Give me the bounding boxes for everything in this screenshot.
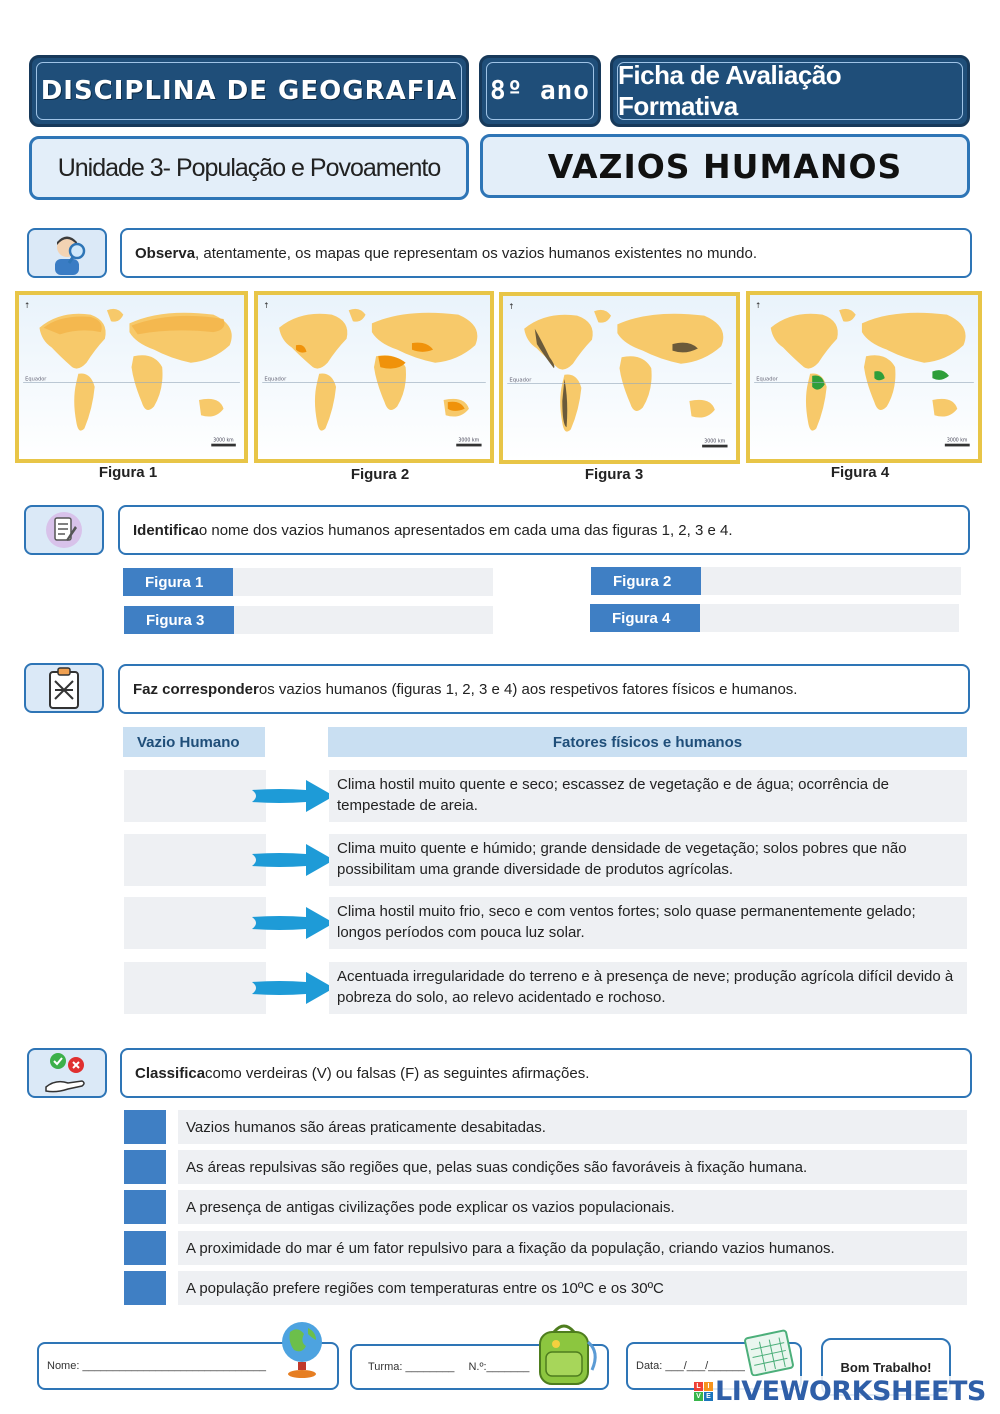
match-arrow-icon	[250, 968, 336, 1008]
north-arrow-icon: ↑	[508, 302, 515, 312]
year-box	[479, 55, 601, 127]
live-logo-i: I	[704, 1382, 713, 1391]
north-arrow-icon: ↑	[263, 300, 270, 311]
figura-1-answer-field[interactable]	[233, 568, 493, 596]
fatores-cell-4: Acentuada irregularidade do terreno e à presença de neve; produção agrícola difícil devido à pobreza do solo, ao relevo acidentado e rochoso.	[329, 962, 967, 1014]
vf-statement-4: A proximidade do mar é um fator repulsivo para a fixação da população, criando vazios humanos.	[178, 1231, 967, 1265]
scale-bar	[702, 445, 727, 448]
backpack-icon	[528, 1322, 602, 1388]
scale-label: 3000 km	[213, 438, 234, 444]
map-label-figura-4: Figura 4	[830, 464, 890, 481]
col-header-fatores: Fatores físicos e humanos	[328, 727, 967, 757]
fatores-cell-1: Clima hostil muito quente e seco; escassez de vegetação e de água; ocorrência de tempestade de areia.	[329, 770, 967, 822]
observe-instruction	[120, 228, 972, 278]
page-title: VAZIOS HUMANOS	[547, 146, 903, 186]
observe-icon-box	[27, 228, 107, 278]
name-field[interactable]: Nome: ______________________________	[47, 1360, 266, 1372]
magnifier-person-icon	[45, 231, 89, 275]
clipboard-icon	[44, 666, 84, 710]
map-label-figura-1: Figura 1	[98, 464, 158, 481]
bom-trabalho-box: Bom Trabalho!	[821, 1338, 951, 1396]
classify-icon-box	[27, 1048, 107, 1098]
scale-bar	[456, 444, 481, 447]
map-label-figura-3: Figura 3	[584, 466, 644, 483]
vf-statement-5: A população prefere regiões com temperaturas entre os 10ºC e os 30ºC	[178, 1271, 967, 1305]
vf-answer-box-4[interactable]	[124, 1231, 166, 1265]
match-verb: Faz corresponder	[133, 680, 259, 698]
live-logo-e: E	[704, 1392, 713, 1401]
numero-field[interactable]: N.º:_______	[468, 1361, 530, 1373]
vf-answer-box-1[interactable]	[124, 1110, 166, 1144]
liveworksheets-logo	[694, 1376, 990, 1407]
sheet-type-box	[610, 55, 970, 127]
topic-box	[480, 134, 970, 198]
figura-4-answer-field[interactable]	[700, 604, 959, 632]
map-figura-4	[746, 291, 982, 463]
classify-verb: Classifica	[135, 1064, 206, 1082]
figura-3-tag: Figura 3	[124, 606, 234, 634]
map-figura-2	[254, 291, 494, 463]
sheet-type-title: Ficha de Avaliação Formativa	[618, 60, 842, 121]
equator-label: Equador	[25, 376, 47, 383]
identify-icon-box	[24, 505, 104, 555]
classify-text: como verdeiras (V) ou falsas (F) as seguintes afirmações.	[205, 1064, 590, 1082]
scale-bar	[211, 444, 236, 447]
match-arrow-icon	[250, 840, 336, 880]
vf-answer-box-2[interactable]	[124, 1150, 166, 1184]
match-icon-box	[24, 663, 104, 713]
identify-verb: Identifica	[133, 521, 199, 539]
vazio-answer-field-1[interactable]	[124, 770, 266, 822]
vf-answer-box-5[interactable]	[124, 1271, 166, 1305]
world-map-image	[19, 295, 244, 459]
date-field[interactable]: Data: ___/___/______	[636, 1360, 745, 1372]
figura-3-answer-field[interactable]	[234, 606, 493, 634]
turma-field[interactable]: Turma: ________	[368, 1361, 455, 1373]
vazio-answer-field-3[interactable]	[124, 897, 266, 949]
vazio-answer-field-4[interactable]	[124, 962, 266, 1014]
world-map-image	[503, 296, 736, 460]
north-arrow-icon: ↑	[24, 300, 31, 311]
live-logo-v: V	[694, 1392, 703, 1401]
map-figura-3	[499, 292, 740, 464]
identify-text: o nome dos vazios humanos apresentados em cada uma das figuras 1, 2, 3 e 4.	[198, 521, 733, 539]
match-arrow-icon	[250, 776, 336, 816]
col-header-vazio: Vazio Humano	[123, 727, 265, 757]
classify-instruction	[120, 1048, 972, 1098]
map-label-figura-2: Figura 2	[350, 466, 410, 483]
scale-label: 3000 km	[458, 438, 480, 444]
year-title: 8º ano	[490, 76, 590, 106]
match-instruction	[118, 664, 970, 714]
scale-label: 3000 km	[946, 438, 968, 444]
fatores-cell-2: Clima muito quente e húmido; grande densidade de vegetação; solos pobres que não possibilitam uma grande diversidade de produtos agrícolas.	[329, 834, 967, 886]
equator-label: Equador	[509, 377, 532, 384]
observe-verb: Observa	[135, 244, 196, 262]
observe-text: , atentamente, os mapas que representam os vazios humanos existentes no mundo.	[195, 244, 758, 262]
vf-answer-box-3[interactable]	[124, 1190, 166, 1224]
equator-label: Equador	[756, 376, 778, 383]
figura-2-tag: Figura 2	[591, 567, 701, 595]
scale-bar	[945, 444, 970, 447]
figura-1-tag: Figura 1	[123, 568, 233, 596]
match-text: os vazios humanos (figuras 1, 2, 3 e 4) aos respetivos fatores físicos e humanos.	[258, 680, 798, 698]
unit-title: Unidade 3- População e Povoamento	[57, 153, 441, 182]
world-map-image	[750, 295, 978, 459]
north-arrow-icon: ↑	[755, 300, 762, 311]
figura-2-answer-field[interactable]	[701, 567, 961, 595]
vf-statement-2: As áreas repulsivas são regiões que, pelas suas condições são favoráveis à fixação humana.	[178, 1150, 967, 1184]
globe-icon	[276, 1318, 328, 1380]
calendar-icon	[742, 1326, 798, 1378]
match-arrow-icon	[250, 903, 336, 943]
live-logo-l: L	[694, 1382, 703, 1391]
liveworksheets-brand: LIVEWORKSHEETS	[715, 1376, 986, 1407]
live-logo-mark	[694, 1382, 713, 1401]
checklist-icon	[44, 510, 84, 550]
subject-box	[29, 55, 469, 127]
map-figura-1	[15, 291, 248, 463]
subject-title: DISCIPLINA DE GEOGRAFIA	[40, 76, 458, 106]
figura-4-tag: Figura 4	[590, 604, 700, 632]
vf-statement-3: A presença de antigas civilizações pode explicar os vazios populacionais.	[178, 1190, 967, 1224]
world-map-image	[258, 295, 490, 459]
scale-label: 3000 km	[704, 439, 726, 445]
unit-box	[29, 136, 469, 200]
fatores-cell-3: Clima hostil muito frio, seco e com ventos fortes; solo quase permanentemente gelado; longos períodos com pouca luz solar.	[329, 897, 967, 949]
vazio-answer-field-2[interactable]	[124, 834, 266, 886]
true-false-hand-icon	[42, 1051, 92, 1095]
vf-statement-1: Vazios humanos são áreas praticamente desabitadas.	[178, 1110, 967, 1144]
identify-instruction	[118, 505, 970, 555]
equator-label: Equador	[264, 376, 287, 383]
